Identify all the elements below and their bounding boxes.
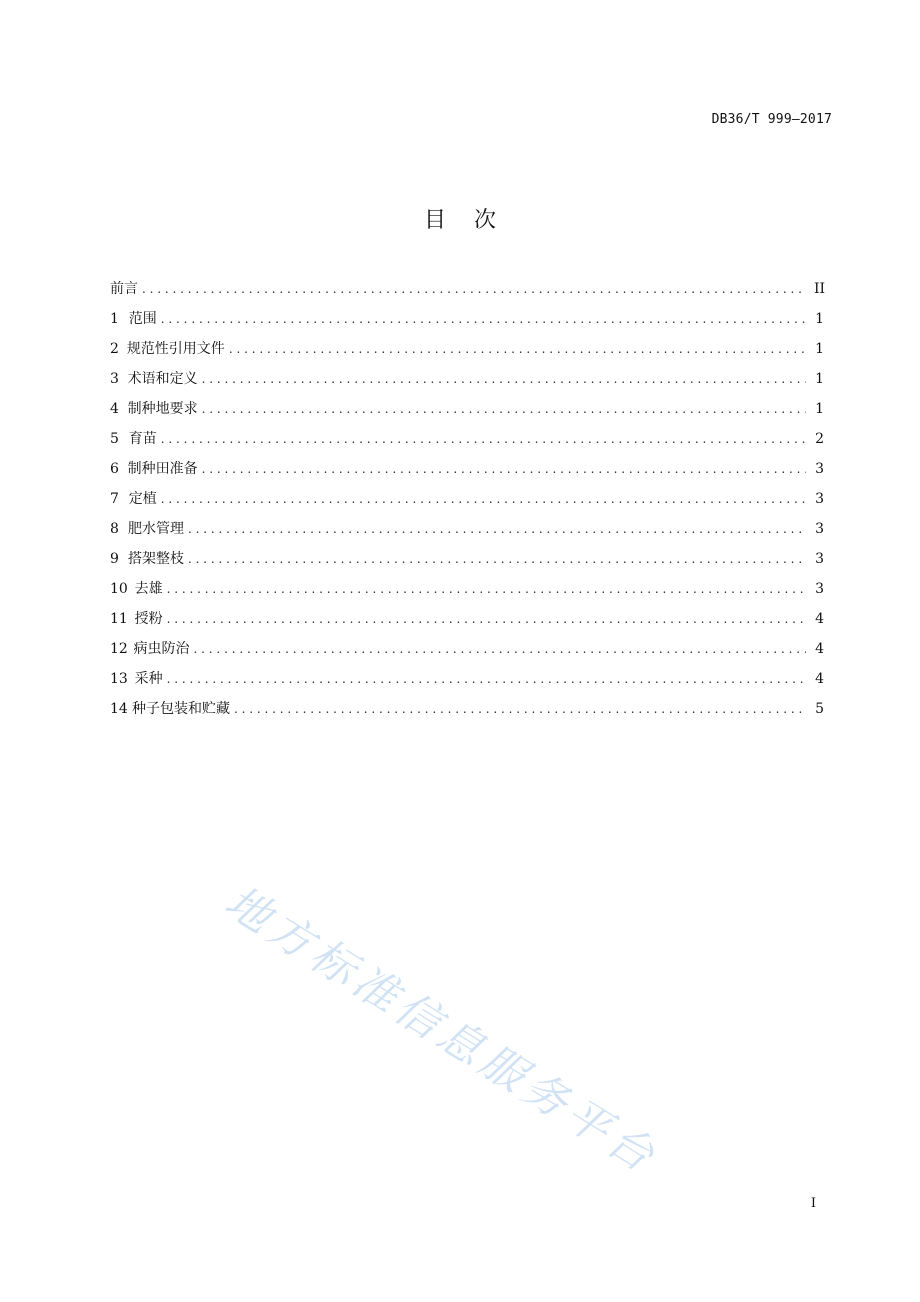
toc-entry[interactable] <box>110 608 824 638</box>
toc-entry-page: 3 <box>815 551 824 567</box>
toc-dot-leader <box>194 638 806 660</box>
toc-entry-page: 3 <box>815 521 824 537</box>
toc-entry[interactable] <box>110 308 824 338</box>
toc-entry-label: 去雄 <box>134 581 163 597</box>
toc-entry-page: 1 <box>815 401 824 417</box>
toc-entry[interactable] <box>110 698 824 728</box>
toc-entry-number: 11 <box>110 611 128 627</box>
toc-entry-page: 5 <box>815 701 824 717</box>
toc-entry[interactable] <box>110 338 824 368</box>
toc-entry-label: 制种田准备 <box>127 461 198 477</box>
toc-dot-leader <box>202 368 806 390</box>
toc-entry[interactable] <box>110 278 824 308</box>
toc-entry-number: 5 <box>110 431 119 447</box>
toc-dot-leader <box>188 518 806 540</box>
toc-entry-number: 1 <box>110 311 119 327</box>
toc-entry[interactable] <box>110 368 824 398</box>
toc-entry[interactable] <box>110 638 824 668</box>
toc-dot-leader <box>229 338 806 360</box>
toc-dot-leader <box>161 428 806 450</box>
page-number: I <box>810 1196 816 1211</box>
toc-dot-leader <box>142 278 806 300</box>
toc-title: 目 次 <box>424 208 496 233</box>
toc-entry-label: 育苗 <box>128 431 157 447</box>
document-code: DB36/T 999—2017 <box>711 112 832 127</box>
toc-entry[interactable] <box>110 398 824 428</box>
toc-entry-number: 2 <box>110 341 119 357</box>
toc-entry-label: 搭架整枝 <box>128 551 184 567</box>
toc-entry-number: 6 <box>110 461 119 477</box>
toc-dot-leader <box>167 668 806 690</box>
toc-dot-leader <box>167 578 806 600</box>
toc-dot-leader <box>161 488 806 510</box>
toc-entry-label: 术语和定义 <box>127 371 198 387</box>
toc-entry-number: 10 <box>110 581 128 597</box>
toc-entry[interactable] <box>110 668 824 698</box>
watermark: 地方标准信息服务平台 <box>216 876 668 1185</box>
toc-dot-leader <box>234 698 806 720</box>
toc-entry-label: 采种 <box>134 671 163 687</box>
toc-entry[interactable] <box>110 488 824 518</box>
toc-entry-number: 7 <box>110 491 119 507</box>
toc-dot-leader <box>188 548 806 570</box>
toc-dot-leader <box>161 308 806 330</box>
toc-entry[interactable] <box>110 518 824 548</box>
toc-dot-leader <box>202 398 806 420</box>
toc-entry-label: 肥水管理 <box>128 521 184 537</box>
toc-entry-page: 1 <box>815 371 824 387</box>
toc-entry-page: 2 <box>815 431 824 447</box>
toc-entry-label: 授粉 <box>134 611 163 627</box>
toc-entry-label: 范围 <box>128 311 157 327</box>
toc-list <box>110 278 824 728</box>
toc-entry-label: 定植 <box>128 491 157 507</box>
toc-entry-number: 13 <box>110 671 128 687</box>
toc-entry-label: 制种地要求 <box>127 401 198 417</box>
toc-entry-page: 3 <box>815 461 824 477</box>
toc-entry-page: 4 <box>815 671 824 687</box>
toc-dot-leader <box>202 458 806 480</box>
toc-entry-number: 14 <box>110 701 128 717</box>
toc-entry-page: 3 <box>815 491 824 507</box>
toc-entry[interactable] <box>110 548 824 578</box>
toc-entry-page: II <box>814 281 826 297</box>
toc-entry-number: 4 <box>110 401 119 417</box>
toc-entry-number: 9 <box>110 551 119 567</box>
toc-entry-page: 3 <box>815 581 824 597</box>
toc-entry-number: 3 <box>110 371 119 387</box>
toc-dot-leader <box>167 608 806 630</box>
toc-entry-page: 4 <box>815 611 824 627</box>
toc-entry-page: 4 <box>815 641 824 657</box>
toc-entry-number: 12 <box>110 641 128 657</box>
toc-entry[interactable] <box>110 458 824 488</box>
toc-entry[interactable] <box>110 428 824 458</box>
toc-entry-label: 规范性引用文件 <box>126 341 225 357</box>
toc-entry[interactable] <box>110 578 824 608</box>
toc-entry-number: 8 <box>110 521 119 537</box>
toc-entry-label: 病虫防治 <box>133 641 190 657</box>
toc-entry-label: 前言 <box>110 281 138 297</box>
toc-entry-page: 1 <box>815 311 824 327</box>
toc-entry-page: 1 <box>815 341 824 357</box>
toc-entry-label: 种子包装和贮藏 <box>132 701 230 717</box>
